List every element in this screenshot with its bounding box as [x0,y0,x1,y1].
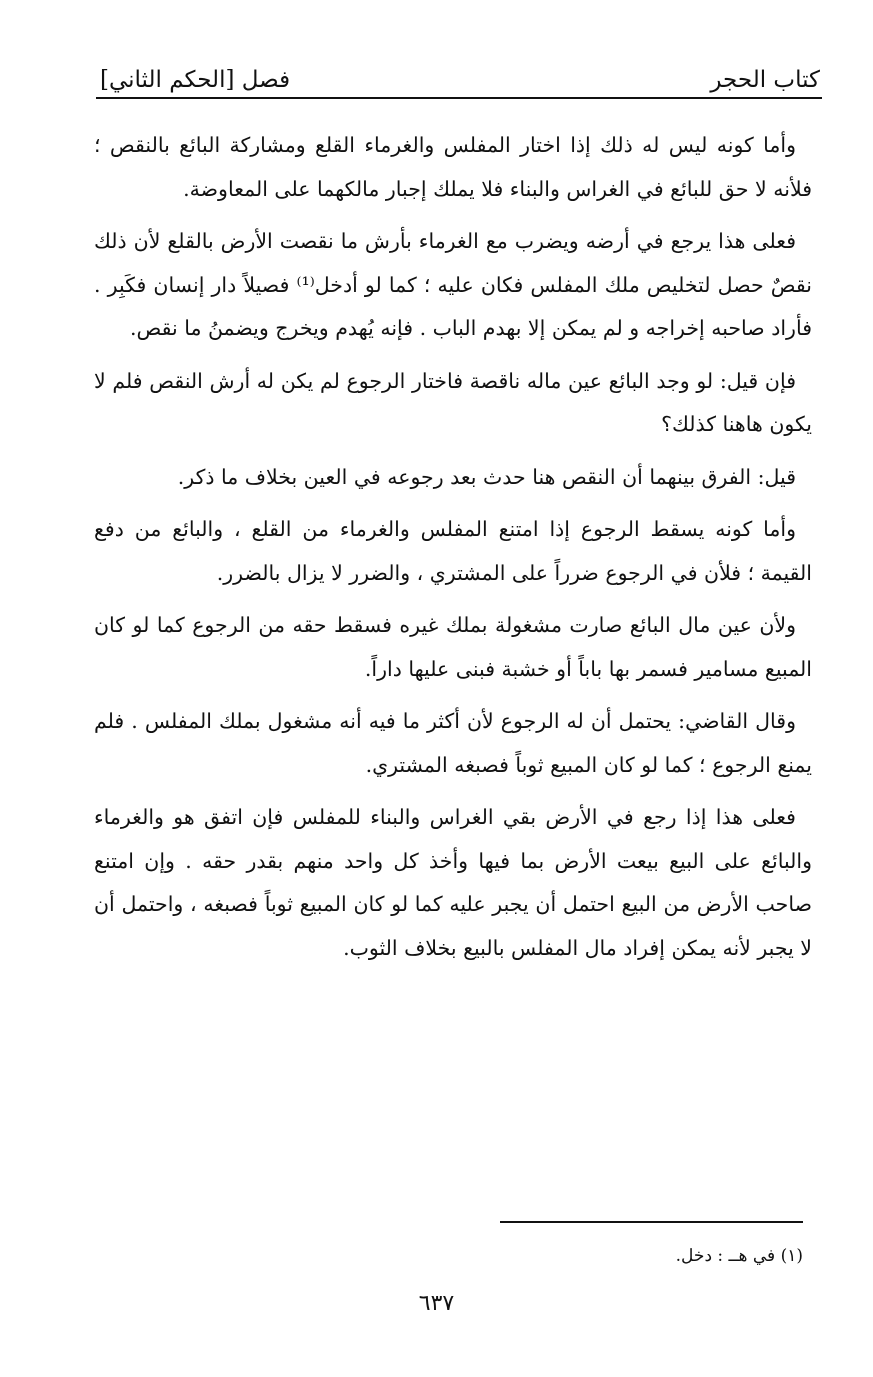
main-text [94,124,812,979]
paragraph: وأما كونه يسقط الرجوع إذا امتنع المفلس والغرماء من القلع ، والبائع من دفع القيمة ؛ فلأن في الرجوع ضرراً على المشتري ، والضرر لا يزال بالضرر. [94,517,812,585]
running-header [100,52,820,100]
book-title: كتاب الحجر [710,67,820,93]
paragraph: فعلى هذا إذا رجع في الأرض بقي الغراس والبناء للمفلس فإن اتفق هو والغرماء والبائع على البيع بيعت الأرض بما فيها وأخذ كل واحد منهم بقدر حقه . وإن امتنع صاحب الأرض من البيع احتمل أن يجبر عليه كما لو كان المبيع ثوباً فصبغه ، واحتمل أن لا يجبر لأنه يمكن إفراد مال المفلس بالبيع بخلاف الثوب. [94,805,812,960]
paragraph: فإن قيل: لو وجد البائع عين ماله ناقصة فاختار الرجوع لم يكن له أرش النقص فلم لا يكون هاهنا كذلك؟ [94,368,812,436]
footnote-divider [500,1221,803,1223]
paragraph: ولأن عين مال البائع صارت مشغولة بملك غيره فسقط حقه من الرجوع كما لو كان المبيع مسامير فسمر بها باباً أو خشبة فبنى عليها داراً. [94,613,812,681]
paragraph: وقال القاضي: يحتمل أن له الرجوع لأن أكثر ما فيه أنه مشغول بملك المفلس . فلم يمنع الرجوع ؛ كما لو كان المبيع ثوباً فصبغه المشتري. [94,709,812,777]
footnote: (١) في هــ : دخل. [675,1246,803,1266]
paragraph: قيل: الفرق بينهما أن النقص هنا حدث بعد رجوعه في العين بخلاف ما ذكر. [177,464,796,489]
section-title: فصل [الحكم الثاني] [100,67,291,93]
paragraph: وأما كونه ليس له ذلك إذا اختار المفلس والغرماء القلع ومشاركة البائع بالنقص ؛ فلأنه لا حق للبائع في الغراس والبناء فلا يملك إجبار مالكهما على المعاوضة. [94,133,812,201]
header-divider [96,97,822,99]
paragraph: فعلى هذا يرجع في أرضه ويضرب مع الغرماء بأرش ما نقصت الأرض بالقلع لأن ذلك نقصٌ حصل لتخليص ملك المفلس فكان عليه ؛ كما لو أدخل⁽¹⁾ فصيلاً دار إنسان فكَبِر . فأراد صاحبه إخراجه و لم يمكن إلا بهدم الباب . فإنه يُهدم ويخرج ويضمنُ ما نقص. [94,229,812,340]
page-number: ٦٣٧ [418,1291,455,1316]
